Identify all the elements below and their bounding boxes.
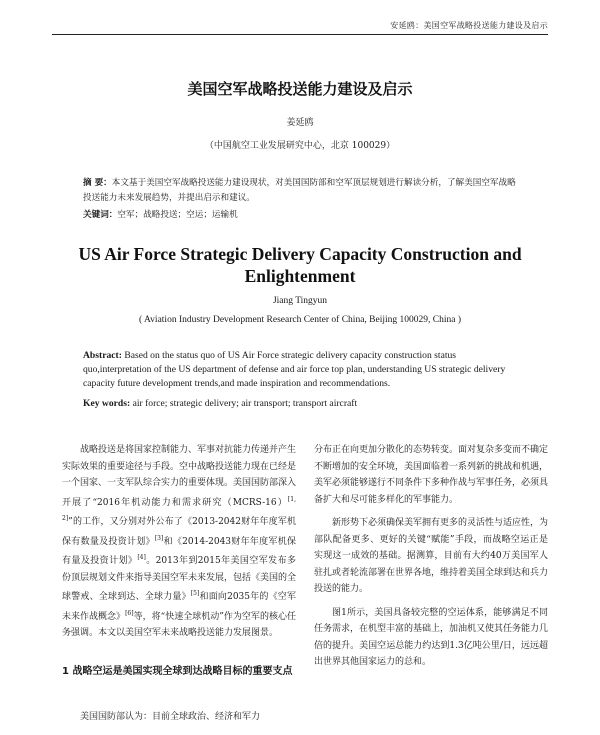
- english-affiliation: ( Aviation Industry Development Research Center of China, Beijing 100029, China ): [139, 315, 461, 325]
- chinese-keywords-label: 关键词：: [83, 210, 118, 220]
- chinese-affiliation: （中国航空工业发展研究中心，北京 100029）: [204, 141, 396, 151]
- left-column: [62, 442, 296, 642]
- english-abstract-text: Based on the status quo of US Air Force strategic delivery capacity construction status quo,interpretation of the US department of defense and air force top plan, understanding US strategic delivery capacity future development trends,and made inspiration and recommendations.: [83, 350, 506, 389]
- chinese-author: 姜延鸥: [286, 118, 314, 128]
- citation: [1, 2]: [62, 495, 296, 522]
- english-author: Jiang Tingyun: [272, 296, 328, 306]
- english-title: US Air Force Strategic Delivery Capacity Construction and Enlightenment: [78, 244, 522, 286]
- citation: [3]: [154, 534, 164, 542]
- chinese-keywords: [83, 208, 523, 220]
- citation: [6]: [125, 609, 134, 617]
- section-body: 美国国防部认为：目前全球政治、经济和军力: [80, 712, 261, 722]
- chinese-keywords-text: 空军；战略投送；空运；运输机: [117, 210, 238, 220]
- right-column: [314, 442, 548, 671]
- body-paragraph: 图1所示，美国具备较完整的空运体系，能够满足不同任务需求，在机型丰富的基础上，加油机又使其任务能力几倍的提升。美国空运总能力约达到1.3亿吨公里/日，远远超出世界其他国家运力的总和。: [314, 607, 549, 667]
- english-abstract-label: Abstract:: [83, 350, 122, 361]
- english-keywords-text: air force; strategic delivery; air transport; transport aircraft: [132, 398, 358, 409]
- body-paragraph: 新形势下必须确保美军拥有更多的灵活性与适应性，为部队配备更多、更好的关键“赋能”手段，而战略空运正是实现这一成效的基础。据测算，目前有大约40万美国军人驻扎或者轮流部署在世界各地，维持着美国全球到达和兵力投送的能力。: [314, 518, 549, 594]
- citation: [4]: [137, 554, 146, 561]
- english-keywords: [83, 398, 523, 409]
- english-keywords-label: Key words:: [83, 398, 131, 409]
- chinese-abstract: [83, 176, 523, 206]
- chinese-title: 美国空军战略投送能力建设及启示: [187, 80, 413, 98]
- english-abstract: [83, 349, 523, 391]
- running-head: 安延鸥：美国空军战略投送能力建设及启示: [390, 21, 548, 30]
- body-paragraph: 战略投送是将国家控制能力、军事对抗能力传递并产生实际效果的重要途径与手段。空中战略投送能力现在已经是一个国家、一支军队综合实力的重要体现。美国国防部深入开展了“2016年机动能力和需求研究（MCRS-16）[1, 2]”的工作，又分别对外公布了《2013-2042财年年度军机保有数量及投资计划》[3]和《2014-2043财年年度军机保有量及投资计划》[4]。2013年到2015年美国空军发布多份顶层规划文件来指导美国空军未来发展，包括《美国的全球警戒、全球到达、全球力量》[5]和面向2035年的《空军未来作战概念》[6]等，将“快速全球机动”作为空军的核心任务强调。本文以美国空军未来战略投送能力发展图景。: [62, 445, 297, 638]
- chinese-abstract-label: 摘 要：: [83, 178, 112, 188]
- chinese-abstract-text: 本文基于美国空军战略投送能力建设现状，对美国国防部和空军顶层规划进行解读分析，了解美国空军战略投送能力未来发展趋势，并提出启示和建议。: [83, 178, 516, 203]
- header-rule: [52, 34, 548, 35]
- citation: [5]: [190, 590, 200, 597]
- body-paragraph: 分布正在向更加分散化的态势转变。面对复杂多变而不确定不断增加的安全环境，美国面临着一系列新的挑战和机遇，美军必须能够遂行不同条件下多种作战与军事任务，必须具备扩大和尽可能多样化的军事能力。: [314, 445, 549, 505]
- section-heading: 1 战略空运是美国实现全球到达战略目标的重要支点: [62, 666, 293, 677]
